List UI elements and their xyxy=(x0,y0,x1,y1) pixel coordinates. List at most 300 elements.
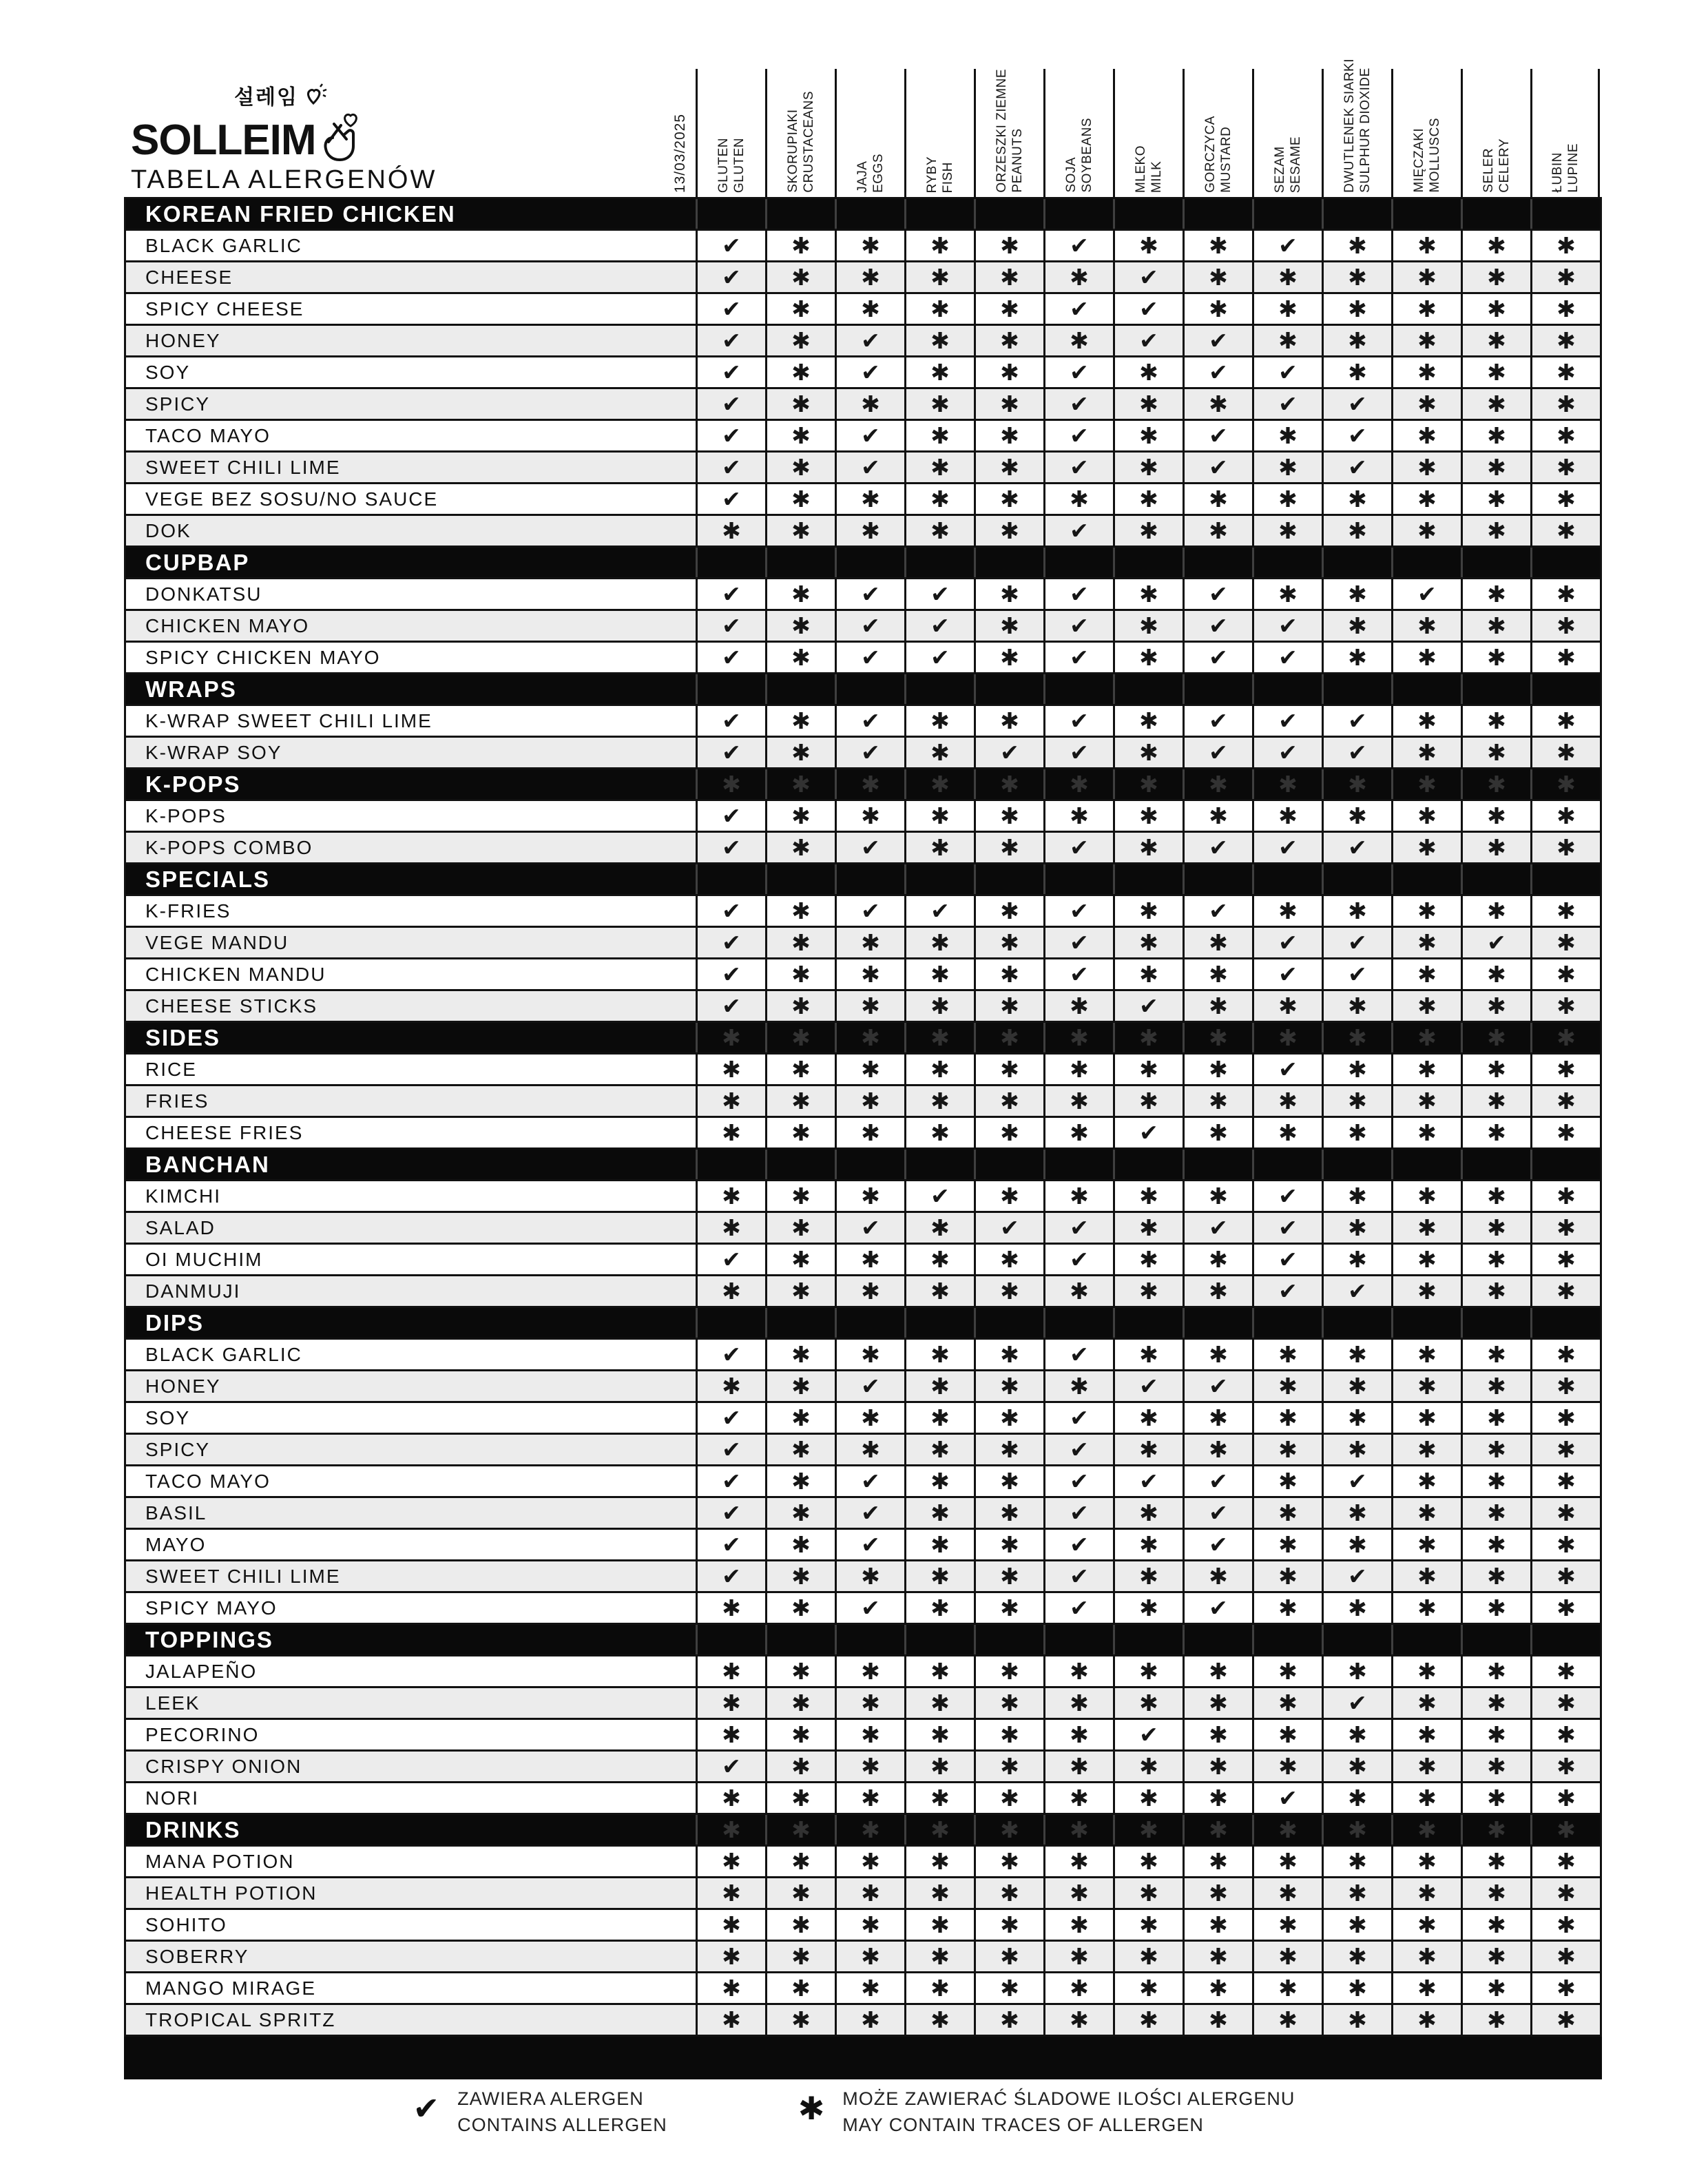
mark-traces: ✱ xyxy=(1461,1276,1530,1306)
mark-contains: ✔ xyxy=(835,357,904,387)
faint-trace-mark: ✱ xyxy=(1530,769,1600,799)
mark-traces: ✱ xyxy=(835,231,904,260)
section-header-sides xyxy=(126,1021,1600,1052)
empty-bar-cell xyxy=(1530,1150,1600,1179)
mark-traces: ✱ xyxy=(1461,326,1530,355)
mark-traces: ✱ xyxy=(1322,1086,1391,1116)
mark-traces: ✱ xyxy=(1391,801,1461,831)
row-label: CHICKEN MANDU xyxy=(145,963,326,985)
mark-contains: ✔ xyxy=(1252,928,1322,957)
mark-traces: ✱ xyxy=(1252,1878,1322,1908)
mark-traces: ✱ xyxy=(765,1371,835,1401)
mark-traces: ✱ xyxy=(1322,1498,1391,1528)
mark-traces: ✱ xyxy=(974,1371,1043,1401)
row-label: TACO MAYO xyxy=(145,424,271,446)
table-row-soberry xyxy=(126,1940,1600,1971)
mark-traces: ✱ xyxy=(1322,1403,1391,1433)
mark-traces: ✱ xyxy=(1252,1498,1322,1528)
empty-bar-cell xyxy=(974,548,1043,577)
mark-traces: ✱ xyxy=(1461,1942,1530,1971)
table-row-cheese-fries xyxy=(126,1116,1600,1147)
mark-traces: ✱ xyxy=(765,1118,835,1147)
table-row-pecorino xyxy=(126,1718,1600,1749)
section-title: KOREAN FRIED CHICKEN xyxy=(145,200,456,227)
mark-traces: ✱ xyxy=(765,991,835,1021)
mark-traces: ✱ xyxy=(1252,1435,1322,1464)
mark-contains: ✔ xyxy=(696,928,765,957)
mark-traces: ✱ xyxy=(1252,1910,1322,1940)
table-row-tropical-spritz xyxy=(126,2003,1600,2035)
empty-bar-cell xyxy=(835,1308,904,1338)
mark-traces: ✱ xyxy=(1252,516,1322,546)
empty-bar-cell xyxy=(1461,1150,1530,1179)
mark-traces: ✱ xyxy=(1461,1847,1530,1876)
mark-contains: ✔ xyxy=(904,643,974,672)
allergen-column-label: ŁUBIN LUPINE xyxy=(1550,143,1581,193)
mark-traces: ✱ xyxy=(1530,1561,1600,1591)
mark-traces: ✱ xyxy=(1322,1213,1391,1243)
mark-traces: ✱ xyxy=(765,1530,835,1559)
mark-traces: ✱ xyxy=(1461,1688,1530,1718)
faint-trace-mark: ✱ xyxy=(1530,1023,1600,1052)
mark-contains: ✔ xyxy=(1183,611,1252,641)
mark-contains: ✔ xyxy=(1043,706,1113,736)
legend-contains-en: CONTAINS ALLERGEN xyxy=(457,2115,667,2135)
mark-traces: ✱ xyxy=(696,1910,765,1940)
mark-contains: ✔ xyxy=(696,579,765,609)
mark-traces: ✱ xyxy=(1322,801,1391,831)
mark-contains: ✔ xyxy=(1183,706,1252,736)
mark-traces: ✱ xyxy=(1252,421,1322,450)
mark-traces: ✱ xyxy=(765,706,835,736)
mark-traces: ✱ xyxy=(974,1118,1043,1147)
mark-traces: ✱ xyxy=(1530,1720,1600,1749)
mark-traces: ✱ xyxy=(1322,1656,1391,1686)
mark-contains: ✔ xyxy=(696,611,765,641)
faint-trace-mark: ✱ xyxy=(904,769,974,799)
mark-traces: ✱ xyxy=(974,1055,1043,1084)
mark-contains: ✔ xyxy=(696,326,765,355)
mark-traces: ✱ xyxy=(1530,484,1600,514)
allergen-column-header-fish xyxy=(904,69,974,197)
mark-contains: ✔ xyxy=(696,1466,765,1496)
mark-traces: ✱ xyxy=(1183,1688,1252,1718)
mark-traces: ✱ xyxy=(1391,389,1461,419)
mark-traces: ✱ xyxy=(974,1245,1043,1274)
mark-traces: ✱ xyxy=(1183,1878,1252,1908)
empty-bar-cell xyxy=(1252,1625,1322,1654)
faint-trace-mark: ✱ xyxy=(1183,1815,1252,1845)
table-row-nori xyxy=(126,1781,1600,1813)
mark-traces: ✱ xyxy=(1322,326,1391,355)
mark-traces: ✱ xyxy=(1391,1340,1461,1369)
mark-traces: ✱ xyxy=(765,611,835,641)
row-label: DANMUJI xyxy=(145,1280,241,1302)
mark-traces: ✱ xyxy=(1183,1910,1252,1940)
mark-traces: ✱ xyxy=(835,1561,904,1591)
empty-bar-cell xyxy=(835,674,904,704)
mark-traces: ✱ xyxy=(835,389,904,419)
mark-traces: ✱ xyxy=(904,453,974,482)
mark-traces: ✱ xyxy=(1391,453,1461,482)
mark-contains: ✔ xyxy=(1043,643,1113,672)
mark-traces: ✱ xyxy=(835,1847,904,1876)
mark-contains: ✔ xyxy=(904,579,974,609)
mark-traces: ✱ xyxy=(1391,1847,1461,1876)
mark-traces: ✱ xyxy=(765,1942,835,1971)
faint-trace-mark: ✱ xyxy=(835,1023,904,1052)
mark-traces: ✱ xyxy=(1391,1498,1461,1528)
mark-contains: ✔ xyxy=(835,896,904,926)
mark-traces: ✱ xyxy=(904,1340,974,1369)
mark-traces: ✱ xyxy=(1461,294,1530,324)
mark-contains: ✔ xyxy=(696,801,765,831)
mark-traces: ✱ xyxy=(904,389,974,419)
mark-traces: ✱ xyxy=(1322,643,1391,672)
mark-traces: ✱ xyxy=(835,801,904,831)
mark-traces: ✱ xyxy=(765,959,835,989)
mark-contains: ✔ xyxy=(1113,326,1183,355)
mark-traces: ✱ xyxy=(1391,1720,1461,1749)
mark-contains: ✔ xyxy=(1252,1783,1322,1813)
mark-traces: ✱ xyxy=(1391,1942,1461,1971)
faint-trace-mark: ✱ xyxy=(765,1815,835,1845)
mark-traces: ✱ xyxy=(1391,1276,1461,1306)
mark-traces: ✱ xyxy=(904,357,974,387)
mark-contains: ✔ xyxy=(1183,896,1252,926)
mark-traces: ✱ xyxy=(1322,1181,1391,1211)
mark-traces: ✱ xyxy=(1322,1055,1391,1084)
mark-traces: ✱ xyxy=(1252,991,1322,1021)
mark-traces: ✱ xyxy=(1043,1371,1113,1401)
mark-traces: ✱ xyxy=(835,294,904,324)
mark-traces: ✱ xyxy=(904,1720,974,1749)
table-row-sweet-chili-lime xyxy=(126,1559,1600,1591)
mark-traces: ✱ xyxy=(1113,801,1183,831)
empty-bar-cell xyxy=(765,1150,835,1179)
mark-traces: ✱ xyxy=(835,484,904,514)
mark-traces: ✱ xyxy=(835,516,904,546)
mark-traces: ✱ xyxy=(1530,1752,1600,1781)
mark-traces: ✱ xyxy=(765,738,835,767)
table-row-spicy-chicken-mayo xyxy=(126,641,1600,672)
mark-contains: ✔ xyxy=(1043,1340,1113,1369)
mark-contains: ✔ xyxy=(1043,611,1113,641)
allergen-column-header-mustard xyxy=(1183,69,1252,197)
mark-traces: ✱ xyxy=(1043,1973,1113,2003)
mark-traces: ✱ xyxy=(1530,326,1600,355)
mark-contains: ✔ xyxy=(904,896,974,926)
mark-traces: ✱ xyxy=(765,1561,835,1591)
mark-traces: ✱ xyxy=(1043,1181,1113,1211)
section-header-k-pops xyxy=(126,767,1600,799)
empty-bar-cell xyxy=(904,674,974,704)
table-row-mana-potion xyxy=(126,1845,1600,1876)
mark-traces: ✱ xyxy=(1461,1498,1530,1528)
mark-traces: ✱ xyxy=(1391,896,1461,926)
row-label: SALAD xyxy=(145,1216,216,1238)
mark-traces: ✱ xyxy=(974,1656,1043,1686)
table-row-sweet-chili-lime xyxy=(126,450,1600,482)
mark-traces: ✱ xyxy=(696,1118,765,1147)
mark-traces: ✱ xyxy=(1530,611,1600,641)
empty-bar-cell xyxy=(974,1308,1043,1338)
faint-trace-mark: ✱ xyxy=(1113,769,1183,799)
mark-traces: ✱ xyxy=(1113,1783,1183,1813)
mark-traces: ✱ xyxy=(1530,1181,1600,1211)
faint-trace-mark: ✱ xyxy=(1113,1815,1183,1845)
mark-contains: ✔ xyxy=(1043,1435,1113,1464)
mark-traces: ✱ xyxy=(1530,1276,1600,1306)
mark-traces: ✱ xyxy=(696,516,765,546)
mark-contains: ✔ xyxy=(1183,833,1252,862)
mark-traces: ✱ xyxy=(974,643,1043,672)
mark-traces: ✱ xyxy=(765,231,835,260)
table-row-jalape-o xyxy=(126,1654,1600,1686)
mark-contains: ✔ xyxy=(696,294,765,324)
mark-traces: ✱ xyxy=(974,928,1043,957)
mark-traces: ✱ xyxy=(696,1181,765,1211)
mark-traces: ✱ xyxy=(1530,294,1600,324)
mark-traces: ✱ xyxy=(1461,1245,1530,1274)
mark-traces: ✱ xyxy=(1113,1561,1183,1591)
empty-bar-cell xyxy=(1391,1150,1461,1179)
allergen-column-header-molluscs xyxy=(1391,69,1461,197)
mark-traces: ✱ xyxy=(835,1118,904,1147)
empty-bar-cell xyxy=(1183,1150,1252,1179)
faint-trace-mark: ✱ xyxy=(1391,769,1461,799)
mark-traces: ✱ xyxy=(835,1276,904,1306)
row-label: SPICY MAYO xyxy=(145,1597,278,1619)
mark-traces: ✱ xyxy=(765,1878,835,1908)
mark-traces: ✱ xyxy=(974,389,1043,419)
mark-traces: ✱ xyxy=(1391,1213,1461,1243)
mark-traces: ✱ xyxy=(1461,1783,1530,1813)
empty-bar-cell xyxy=(696,864,765,894)
mark-traces: ✱ xyxy=(1461,801,1530,831)
mark-traces: ✱ xyxy=(1391,1245,1461,1274)
table-row-health-potion xyxy=(126,1876,1600,1908)
mark-traces: ✱ xyxy=(1461,579,1530,609)
mark-contains: ✔ xyxy=(1252,1276,1322,1306)
mark-traces: ✱ xyxy=(1461,1435,1530,1464)
faint-trace-mark: ✱ xyxy=(1043,769,1113,799)
empty-bar-cell xyxy=(1252,1150,1322,1179)
empty-bar-cell xyxy=(1461,1625,1530,1654)
faint-trace-mark: ✱ xyxy=(1322,1815,1391,1845)
mark-traces: ✱ xyxy=(1391,643,1461,672)
empty-bar-cell xyxy=(765,864,835,894)
mark-traces: ✱ xyxy=(1391,1466,1461,1496)
mark-traces: ✱ xyxy=(1530,1118,1600,1147)
empty-bar-cell xyxy=(904,199,974,229)
table-row-k-pops-combo xyxy=(126,831,1600,862)
mark-traces: ✱ xyxy=(1530,706,1600,736)
empty-bar-cell xyxy=(765,548,835,577)
mark-traces: ✱ xyxy=(765,928,835,957)
mark-traces: ✱ xyxy=(1322,516,1391,546)
mark-contains: ✔ xyxy=(835,453,904,482)
mark-traces: ✱ xyxy=(1530,643,1600,672)
allergen-column-label: GLUTEN GLUTEN xyxy=(716,137,747,193)
empty-bar-cell xyxy=(1391,199,1461,229)
row-label: FRIES xyxy=(145,1090,209,1112)
allergen-column-header-sesame xyxy=(1252,69,1322,197)
mark-traces: ✱ xyxy=(1391,1783,1461,1813)
mark-contains: ✔ xyxy=(696,896,765,926)
table-row-cheese xyxy=(126,260,1600,292)
empty-bar-cell xyxy=(835,199,904,229)
mark-contains: ✔ xyxy=(1043,1213,1113,1243)
allergen-column-label: MIĘCZAKI MOLLUSCS xyxy=(1412,118,1442,193)
mark-traces: ✱ xyxy=(1461,991,1530,1021)
mark-traces: ✱ xyxy=(974,706,1043,736)
mark-traces: ✱ xyxy=(835,1720,904,1749)
mark-traces: ✱ xyxy=(1252,1720,1322,1749)
mark-contains: ✔ xyxy=(1183,579,1252,609)
mark-traces: ✱ xyxy=(1391,1688,1461,1718)
mark-contains: ✔ xyxy=(1322,1466,1391,1496)
table-row-spicy-cheese xyxy=(126,292,1600,324)
mark-traces: ✱ xyxy=(1530,389,1600,419)
row-label: TACO MAYO xyxy=(145,1470,271,1492)
mark-traces: ✱ xyxy=(1043,991,1113,1021)
mark-contains: ✔ xyxy=(835,1498,904,1528)
mark-traces: ✱ xyxy=(1461,1593,1530,1623)
mark-traces: ✱ xyxy=(1183,1435,1252,1464)
mark-traces: ✱ xyxy=(1113,959,1183,989)
mark-traces: ✱ xyxy=(765,1466,835,1496)
legend xyxy=(0,2086,1708,2138)
mark-traces: ✱ xyxy=(1252,1371,1322,1401)
table-date: 13/03/2025 xyxy=(672,113,688,193)
asterisk-mark-icon: ✱ xyxy=(798,2090,825,2127)
faint-trace-mark: ✱ xyxy=(765,1023,835,1052)
table-row-k-fries xyxy=(126,894,1600,926)
mark-traces: ✱ xyxy=(974,1688,1043,1718)
mark-traces: ✱ xyxy=(904,1910,974,1940)
table-row-k-wrap-sweet-chili-lime xyxy=(126,704,1600,736)
allergen-column-header-gluten xyxy=(696,69,765,197)
mark-contains: ✔ xyxy=(1043,959,1113,989)
mark-traces: ✱ xyxy=(904,1118,974,1147)
faint-trace-mark: ✱ xyxy=(1461,1815,1530,1845)
mark-traces: ✱ xyxy=(835,1435,904,1464)
mark-traces: ✱ xyxy=(1252,1530,1322,1559)
empty-bar-cell xyxy=(1113,674,1183,704)
empty-bar-cell xyxy=(974,1150,1043,1179)
heart-sparkle-icon xyxy=(300,83,327,110)
mark-contains: ✔ xyxy=(835,611,904,641)
row-label: K-WRAP SWEET CHILI LIME xyxy=(145,709,433,731)
mark-traces: ✱ xyxy=(1043,1086,1113,1116)
mark-traces: ✱ xyxy=(696,1371,765,1401)
mark-traces: ✱ xyxy=(904,991,974,1021)
mark-traces: ✱ xyxy=(1113,833,1183,862)
mark-traces: ✱ xyxy=(974,801,1043,831)
mark-contains: ✔ xyxy=(1322,706,1391,736)
row-label: K-POPS COMBO xyxy=(145,836,313,858)
mark-traces: ✱ xyxy=(765,326,835,355)
mark-traces: ✱ xyxy=(765,579,835,609)
mark-traces: ✱ xyxy=(1113,1688,1183,1718)
mark-traces: ✱ xyxy=(765,262,835,292)
table-header xyxy=(124,59,1602,197)
mark-traces: ✱ xyxy=(1252,262,1322,292)
mark-contains: ✔ xyxy=(696,1530,765,1559)
mark-contains: ✔ xyxy=(1043,357,1113,387)
mark-traces: ✱ xyxy=(1530,928,1600,957)
mark-traces: ✱ xyxy=(974,2005,1043,2035)
mark-contains: ✔ xyxy=(904,1181,974,1211)
mark-traces: ✱ xyxy=(974,1942,1043,1971)
mark-traces: ✱ xyxy=(696,1942,765,1971)
mark-traces: ✱ xyxy=(974,1593,1043,1623)
empty-bar-cell xyxy=(696,1625,765,1654)
mark-traces: ✱ xyxy=(1391,421,1461,450)
mark-traces: ✱ xyxy=(1043,484,1113,514)
mark-traces: ✱ xyxy=(974,357,1043,387)
mark-traces: ✱ xyxy=(835,928,904,957)
table-row-donkatsu xyxy=(126,577,1600,609)
mark-traces: ✱ xyxy=(765,833,835,862)
mark-traces: ✱ xyxy=(1461,1720,1530,1749)
mark-contains: ✔ xyxy=(1322,833,1391,862)
mark-traces: ✱ xyxy=(696,1688,765,1718)
table-row-taco-mayo xyxy=(126,1464,1600,1496)
mark-contains: ✔ xyxy=(1322,1276,1391,1306)
mark-traces: ✱ xyxy=(1530,1213,1600,1243)
mark-traces: ✱ xyxy=(1252,1847,1322,1876)
mark-traces: ✱ xyxy=(1530,1656,1600,1686)
mark-traces: ✱ xyxy=(765,484,835,514)
mark-traces: ✱ xyxy=(1391,357,1461,387)
mark-traces: ✱ xyxy=(1530,357,1600,387)
section-title: WRAPS xyxy=(145,676,237,702)
mark-traces: ✱ xyxy=(1322,1973,1391,2003)
mark-contains: ✔ xyxy=(1113,294,1183,324)
row-label: K-WRAP SOY xyxy=(145,741,282,763)
mark-traces: ✱ xyxy=(1183,1561,1252,1591)
mark-traces: ✱ xyxy=(1530,1878,1600,1908)
mark-traces: ✱ xyxy=(1391,262,1461,292)
mark-traces: ✱ xyxy=(1252,801,1322,831)
brand-korean-text: 설레임 xyxy=(234,86,298,109)
mark-traces: ✱ xyxy=(696,1276,765,1306)
mark-traces: ✱ xyxy=(974,1498,1043,1528)
mark-contains: ✔ xyxy=(696,1561,765,1591)
mark-traces: ✱ xyxy=(765,1720,835,1749)
mark-traces: ✱ xyxy=(1530,1435,1600,1464)
mark-traces: ✱ xyxy=(974,1752,1043,1781)
empty-bar-cell xyxy=(765,1308,835,1338)
mark-traces: ✱ xyxy=(1252,1403,1322,1433)
mark-contains: ✔ xyxy=(1322,1561,1391,1591)
mark-contains: ✔ xyxy=(1183,1213,1252,1243)
empty-bar-cell xyxy=(696,1308,765,1338)
allergen-table xyxy=(124,59,1602,2079)
empty-bar-cell xyxy=(1322,1625,1391,1654)
allergen-column-label: RYBY FISH xyxy=(925,156,955,193)
empty-bar-cell xyxy=(1043,1308,1113,1338)
mark-traces: ✱ xyxy=(1113,1752,1183,1781)
row-label: DOK xyxy=(145,519,191,541)
mark-traces: ✱ xyxy=(1322,1371,1391,1401)
mark-traces: ✱ xyxy=(1530,801,1600,831)
mark-traces: ✱ xyxy=(1530,1593,1600,1623)
mark-contains: ✔ xyxy=(1322,1688,1391,1718)
mark-traces: ✱ xyxy=(1461,706,1530,736)
